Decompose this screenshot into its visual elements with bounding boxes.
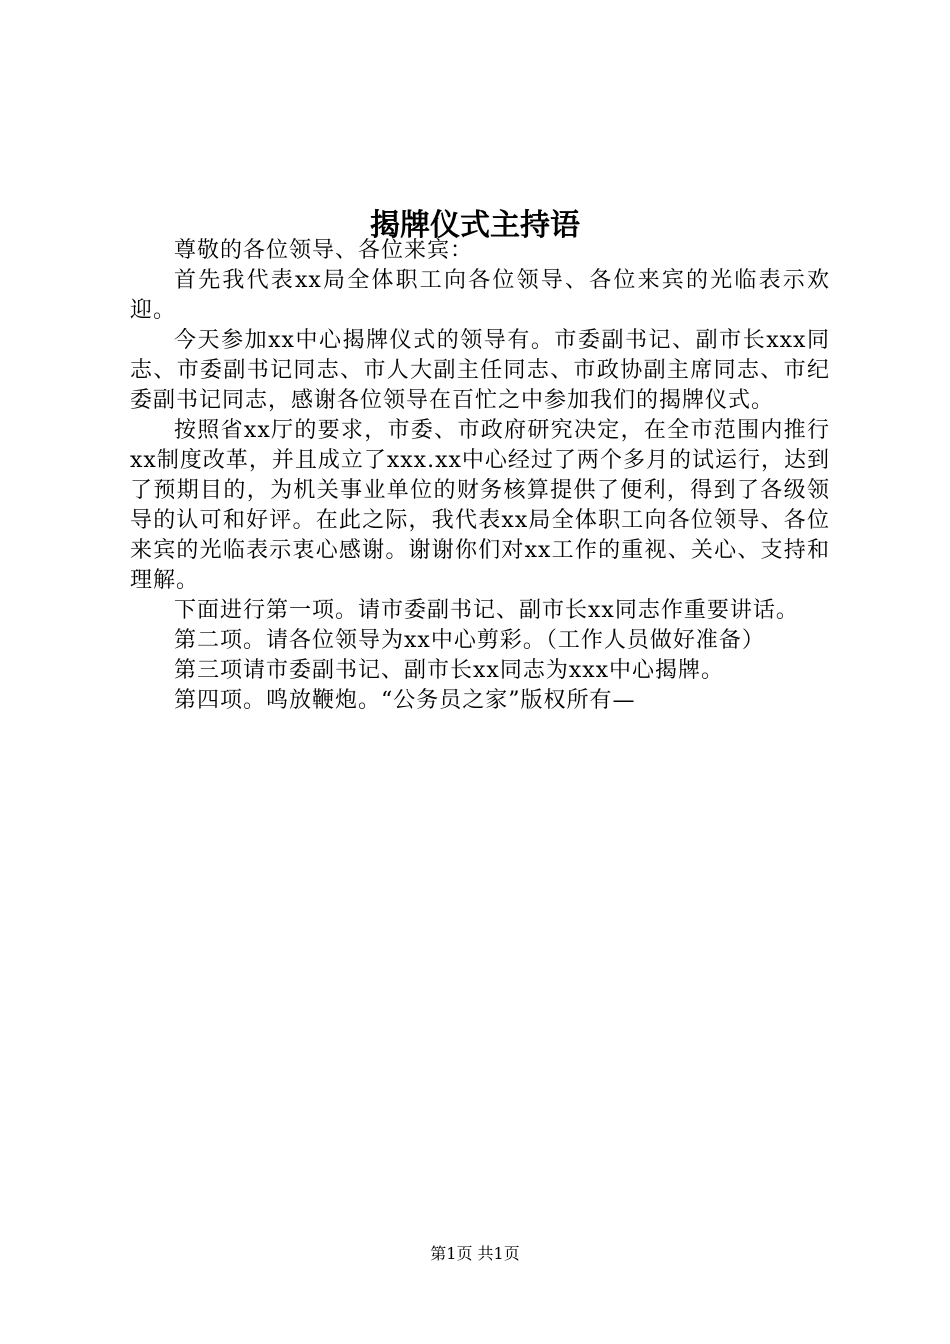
paragraph-welcome: 首先我代表xx局全体职工向各位领导、各位来宾的光临表示欢迎。 — [130, 268, 830, 323]
paragraph-background: 按照省xx厅的要求，市委、市政府研究决定，在全市范围内推行xx制度改革，并且成立了xxx.xx中心经过了两个多月的试运行，达到了预期目的，为机关事业单位的财务核算提供了便利，得到了各级领导的认可和好评。在此之际，我代表xx局全体职工向各位领导、各位来宾的光临表示衷心感谢。谢谢你们对xx工作的重视、关心、支持和理解。 — [130, 418, 830, 593]
paragraph-item-four: 第四项。鸣放鞭炮。“公务员之家”版权所有— — [174, 688, 636, 713]
document-title: 揭牌仪式主持语 — [370, 208, 580, 244]
paragraph-salutation: 尊敬的各位领导、各位来宾： — [174, 238, 474, 263]
paragraph-item-three: 第三项请市委副书记、副市长xx同志为xxx中心揭牌。 — [174, 658, 725, 683]
page-footer: 第1页 共1页 — [430, 1244, 520, 1263]
paragraph-item-two: 第二项。请各位领导为xx中心剪彩。（工作人员做好准备） — [174, 628, 765, 653]
paragraph-item-one: 下面进行第一项。请市委副书记、副市长xx同志作重要讲话。 — [174, 598, 799, 623]
paragraph-attendees: 今天参加xx中心揭牌仪式的领导有。市委副书记、副市长xxx同志、市委副书记同志、市人大副主任同志、市政协副主席同志、市纪委副书记同志，感谢各位领导在百忙之中参加我们的揭牌仪式。 — [130, 328, 830, 413]
document-body — [130, 236, 830, 716]
